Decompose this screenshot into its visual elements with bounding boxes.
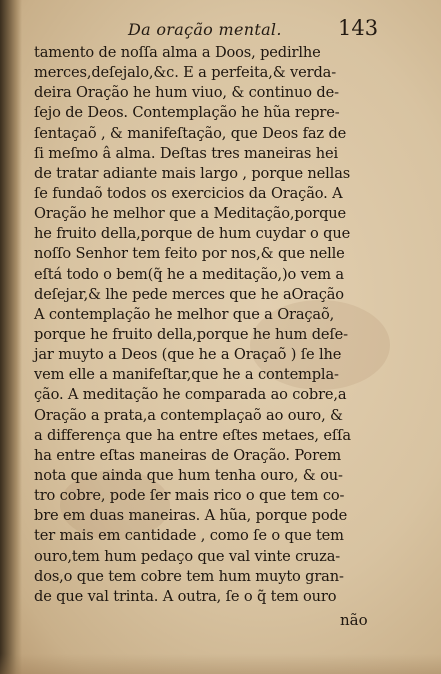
text-line: jar muyto a Deos (que he a Oraçaõ ) ſe lhe (34, 346, 342, 364)
text-line: he fruito della,porque de hum cuydar o que (34, 225, 351, 243)
text-line: de tratar adiante mais largo , porque nellas (34, 164, 351, 182)
text-line: deira Oração he hum viuo, & continuo de- (34, 84, 339, 102)
page-bottom-edge (0, 654, 441, 674)
text-line: Oração he melhor que a Meditação,porque (34, 205, 346, 223)
text-line: ção. A meditação he comparada ao cobre,a (34, 386, 347, 404)
text-line: nota que ainda que hum tenha ouro, & ou- (34, 466, 343, 484)
text-line: bre em duas maneiras. A hũa, porque pode (34, 507, 348, 525)
text-line: tro cobre, pode ſer mais rico o que tem co- (34, 487, 345, 505)
text-line: ſi meſmo â alma. Deſtas tres maneiras hei (34, 144, 339, 162)
text-line: ſe fundaõ todos os exercicios da Oração. A (34, 184, 343, 202)
text-line: dos,o que tem cobre tem hum muyto gran- (34, 567, 344, 585)
text-line: a differença que ha entre eſtes metaes, eſſa (34, 426, 351, 444)
text-line: Oração a prata,a contemplaçaõ ao ouro, & (34, 406, 343, 424)
catchword: não (340, 611, 368, 629)
text-line: ha entre eſtas maneiras de Oração. Porem (34, 446, 342, 464)
binding-gutter (0, 0, 22, 674)
text-line: noſſo Senhor tem feito por nos,& que nelle (34, 245, 345, 263)
text-line: A contemplação he melhor que a Oraçaõ, (34, 305, 335, 323)
text-line: eſtá todo o bem(q̃ he a meditação,)o vem a (34, 265, 344, 283)
running-title: Da oração mental. (128, 20, 282, 39)
text-line: deſejar,& lhe pede merces que he aOração (34, 285, 344, 303)
text-line: ouro,tem hum pedaço que val vinte cruza- (34, 547, 341, 565)
text-line: merces,deſejalo,&c. E a perfeita,& verda- (34, 64, 336, 82)
page-header (0, 14, 441, 44)
text-line: tamento de noſſa alma a Doos, pedirlhe (34, 44, 321, 61)
text-line: ter mais em cantidade , como ſe o que tem (34, 527, 344, 545)
text-line: ſejo de Deos. Contemplação he hũa repre- (34, 104, 340, 122)
page-number: 143 (338, 16, 379, 40)
text-line: porque he fruito della,porque he hum deſe- (34, 325, 348, 343)
text-line: vem elle a manifeſtar,que he a contempla- (34, 366, 339, 384)
text-line: de que val trinta. A outra, ſe o q̃ tem ouro (34, 587, 337, 605)
text-line: ſentaçaõ , & manifeſtação, que Deos faz de (34, 124, 347, 142)
body-text (34, 43, 430, 607)
